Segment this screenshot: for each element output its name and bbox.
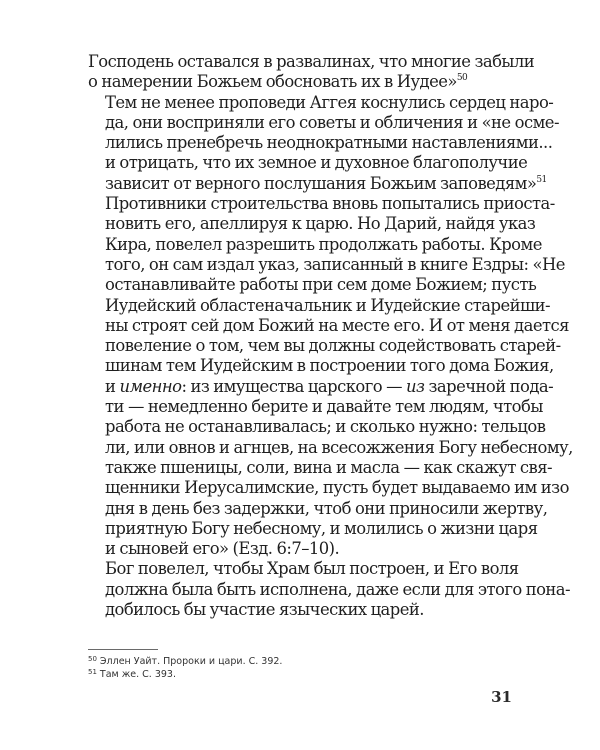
text-line: Господень оставался в развалинах, что многие забыли — [88, 52, 535, 71]
text-line: добилось бы участие языческих царей. — [105, 600, 424, 620]
text-line: Бог повелел, чтобы Храм был построен, и Его воля — [105, 559, 519, 579]
text-line: и отрицать, что их земное и духовное благополучие — [105, 153, 528, 173]
text-line: ли, или овнов и агнцев, на всесожжения Богу небесному, — [105, 437, 573, 457]
body-text — [88, 52, 573, 620]
text-line: Тем не менее проповеди Аггея коснулись сердец наро- — [105, 92, 554, 112]
text-line: того, он сам издал указ, записанный в книге Ездры: «Не — [105, 254, 565, 274]
text-line: также пшеницы, соли, вина и масла — как скажут свя- — [105, 457, 552, 477]
footnotes — [88, 655, 514, 681]
paragraph-3 — [88, 559, 571, 620]
footnote-ref: 51 — [536, 174, 547, 185]
text-line: лились пренебречь неоднократными наставлениями... — [105, 133, 553, 153]
text-line: Иудейский областеначальник и Иудейские старейши- — [105, 295, 551, 315]
text-line: должна была быть исполнена, даже если для этого пона- — [105, 579, 571, 599]
footnote-number: 50 — [88, 655, 97, 663]
footnote-text: Там же. С. 393. — [99, 669, 177, 680]
footnote-50 — [88, 655, 514, 668]
text-line: да, они восприняли его советы и обличения и «не осме- — [105, 112, 559, 132]
paragraph-2 — [88, 92, 573, 560]
page-number: 31 — [491, 688, 512, 706]
emphasis: именно — [119, 376, 182, 396]
text-line: приятную Богу небесному, и молились о жизни царя — [105, 518, 538, 538]
text-line: останавливайте работы при сем доме Божием; пусть — [105, 275, 537, 295]
text-line: и сыновей его» (Езд. 6:7–10). — [105, 539, 340, 559]
text-line: дня в день без задержки, чтоб они приносили жертву, — [105, 498, 548, 518]
text-line: Кира, повелел разрешить продолжать работы. Кроме — [105, 234, 542, 254]
text-line: щенники Иерусалимские, пусть будет выдаваемо им изо — [105, 478, 569, 498]
text-line: повеление о том, чем вы должны содействовать старей- — [105, 336, 561, 356]
emphasis: из — [406, 376, 425, 396]
paragraph-1 — [88, 52, 535, 93]
footnote-text: Эллен Уайт. Пророки и цари. С. 392. — [99, 656, 283, 667]
footnote-divider — [88, 649, 158, 650]
text-line: работа не останавливалась; и сколько нужно: тельцов — [105, 417, 546, 437]
text-line: новить его, апеллируя к царю. Но Дарий, найдя указ — [105, 214, 536, 234]
text-line: Противники строительства вновь попытались приоста- — [105, 194, 555, 214]
text-line: зависит от верного послушания Божьим заповедям»$^{51}$ — [105, 173, 547, 193]
text-line: шинам тем Иудейским в построении того дома Божия, — [105, 356, 554, 376]
footnote-number: 51 — [88, 668, 97, 676]
text-line: ны строят сей дом Божий на месте его. И от меня дается — [105, 315, 569, 335]
text-line: и именно: из имущества царского — из заречной пода- — [105, 376, 554, 396]
text-line: о намерении Божьем обосновать их в Иудее»$^{50}$ — [88, 72, 468, 92]
text-line: ти — немедленно берите и давайте тем людям, чтобы — [105, 397, 543, 417]
footnote-ref: 50 — [456, 73, 468, 84]
footnote-51 — [88, 668, 514, 681]
